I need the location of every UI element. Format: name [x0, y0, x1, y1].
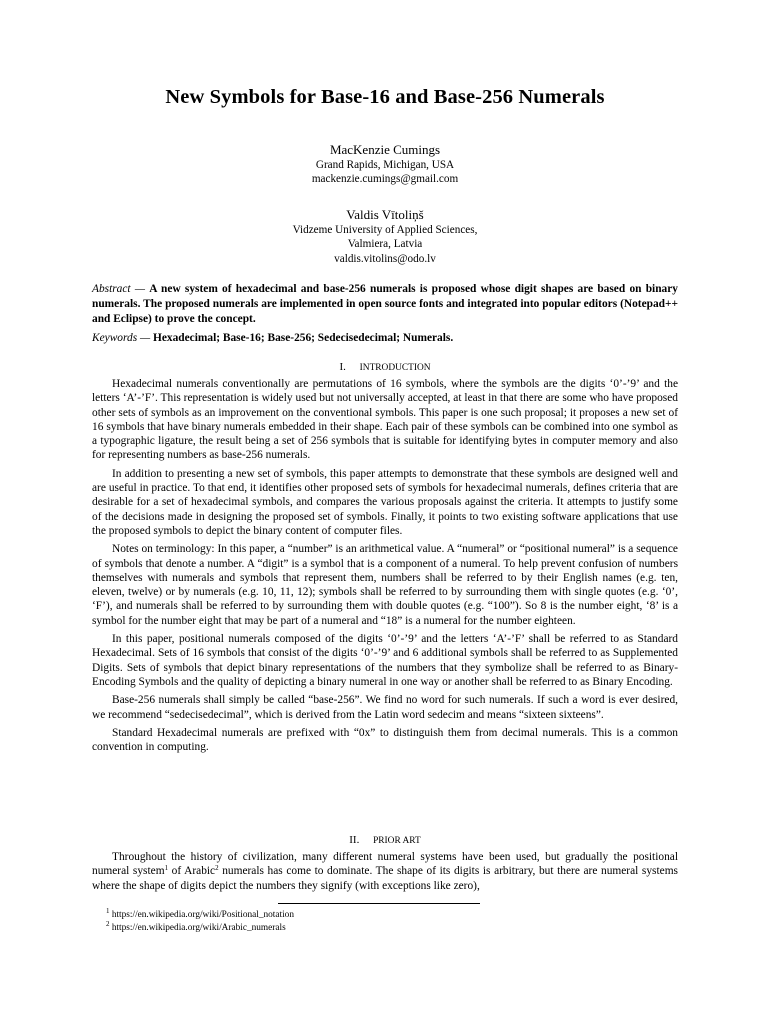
footnote-link[interactable]: https://en.wikipedia.org/wiki/Positional_notation — [111, 910, 294, 920]
paragraph — [92, 850, 678, 893]
abstract-text: A new system of hexadecimal and base-256 numerals is proposed whose digit shapes are based on binary numerals. The proposed numerals are implemented in open source fonts and integrated into popular editors (Notepad++ and Eclipse) to prove the concept. — [92, 283, 678, 325]
section-heading-introduction — [92, 361, 678, 373]
author-name: Valdis Vītoliņš — [346, 207, 424, 222]
footnote-mark: 1 — [106, 907, 110, 915]
paragraph: In addition to presenting a new set of symbols, this paper attempts to demonstrate that these symbols are designed well and are useful in practice. To that end, it identifies other proposed sets of symbols for hexadecimal numerals, defines criteria that are desirable for a set of hexadecimal symbols, and compares the various proposals against the criteria. It attempts to justify some of the decisions made in designing the proposed set of symbols. Finally, it points to two existing software applications that use the proposed symbols to depict the binary content of computer files. — [92, 467, 678, 537]
paragraph: Notes on terminology: In this paper, a “number” is an arithmetical value. A “numeral” or “positional numeral” is a sequence of symbols that denote a number. A “digit” is a symbol that is a component of a numeral. To help prevent confusion of numbers themselves with numerals and symbols that represent them, numbers shall be referred to by their English names (e.g. ten, eleven, twelve) or by numerals (e.g. 10, 11, 12); symbols shall be referred to by surrounding them with single quotes (e.g. ‘0’, ‘F’), and numerals shall be referred to by surrounding them with double quotes (e.g. “100”). So 8 is the number eight, ‘8’ is a symbol for the number eight that may be part of a numeral and “18” is a numeral for the number eighteen. — [92, 543, 678, 627]
author-email: mackenzie.cumings@gmail.com — [311, 173, 459, 186]
footnote-divider — [278, 903, 480, 904]
section-title: PRIOR ART — [373, 836, 421, 846]
abstract-label: Abstract — — [92, 283, 145, 295]
text-run: Throughout the history of civilization, many different numeral systems have been used, but gradually the positional numeral system — [92, 851, 678, 878]
paragraph: In this paper, positional numerals composed of the digits ‘0’-’9’ and the letters ‘A’-’F’ shall be referred to as Standard Hexadecimal. Sets of 16 symbols that consist of the digits ‘0’-’9’ and 6 additional symbols shall be referred to as Supplemented Digits. Sets of symbols that depict binary representations of the numbers that they symbolize shall be referred to as Binary-Encoding Symbols and the quality of depicting a binary numeral in one way or another shall be referred to as Binary Encoding. — [92, 633, 678, 688]
paragraph: Hexadecimal numerals conventionally are permutations of 16 symbols, where the symbols are the digits ‘0’-’9’ and the letters ‘A’-’F’. This representation is widely used but not universally accepted, at least in that there are some who have proposed other sets of symbols as an improvement on the conventional symbols. This paper is one such proposal; it proposes a new set of 16 symbols that have binary numerals embedded in their shape. Each pair of these symbols can be combined into one symbol as a typographic ligature, the result being a set of 256 symbols that is suitable for identifying bytes in computer memory and also for representing numbers as base-256 numerals. — [92, 378, 678, 462]
section-heading-prior-art — [92, 834, 678, 846]
footnote — [106, 909, 294, 922]
author-location: Valmiera, Latvia — [347, 238, 423, 251]
author-1 — [92, 142, 678, 187]
keywords-text: Hexadecimal; Base-16; Base-256; Sedecisedecimal; Numerals. — [152, 332, 454, 344]
paragraph: Base-256 numerals shall simply be called “base-256”. We find no word for such numerals. If such a word is ever desired, we recommend “sedecisedecimal”, which is derived from the Latin word sedecim and means “sixteen sixteens”. — [92, 694, 678, 721]
author-2 — [92, 207, 678, 266]
abstract — [92, 282, 678, 327]
section-title: INTRODUCTION — [359, 363, 431, 373]
footnote-ref[interactable]: 1 — [164, 864, 169, 873]
author-affiliation: Vidzeme University of Applied Sciences, — [292, 224, 478, 236]
footnote-mark: 2 — [106, 920, 110, 928]
keywords-label: Keywords — — [92, 332, 151, 344]
footnote — [106, 922, 294, 935]
paragraph: Standard Hexadecimal numerals are prefixed with “0x” to distinguish them from decimal numerals. This is a common convention in computing. — [92, 726, 678, 754]
introduction-body — [92, 377, 678, 754]
text-run: of Arabic — [168, 865, 216, 878]
prior-art-body — [92, 850, 678, 893]
text-run: numerals has come to dominate. The shape of its digits is arbitrary, but there are numeral systems where the shape of digits depict the numbers they signify (with exceptions like zero), — [92, 865, 678, 892]
section-number: I. — [339, 361, 346, 373]
footnotes — [106, 909, 294, 935]
section-number: II. — [349, 834, 360, 846]
paper-title: New Symbols for Base-16 and Base-256 Numerals — [165, 86, 605, 108]
footnote-ref[interactable]: 2 — [215, 864, 219, 873]
author-affiliation: Grand Rapids, Michigan, USA — [315, 159, 455, 171]
author-email: valdis.vitolins@odo.lv — [334, 252, 436, 265]
keywords — [92, 331, 678, 346]
footnote-link[interactable]: https://en.wikipedia.org/wiki/Arabic_numerals — [111, 923, 286, 933]
author-name: MacKenzie Cumings — [329, 142, 441, 157]
